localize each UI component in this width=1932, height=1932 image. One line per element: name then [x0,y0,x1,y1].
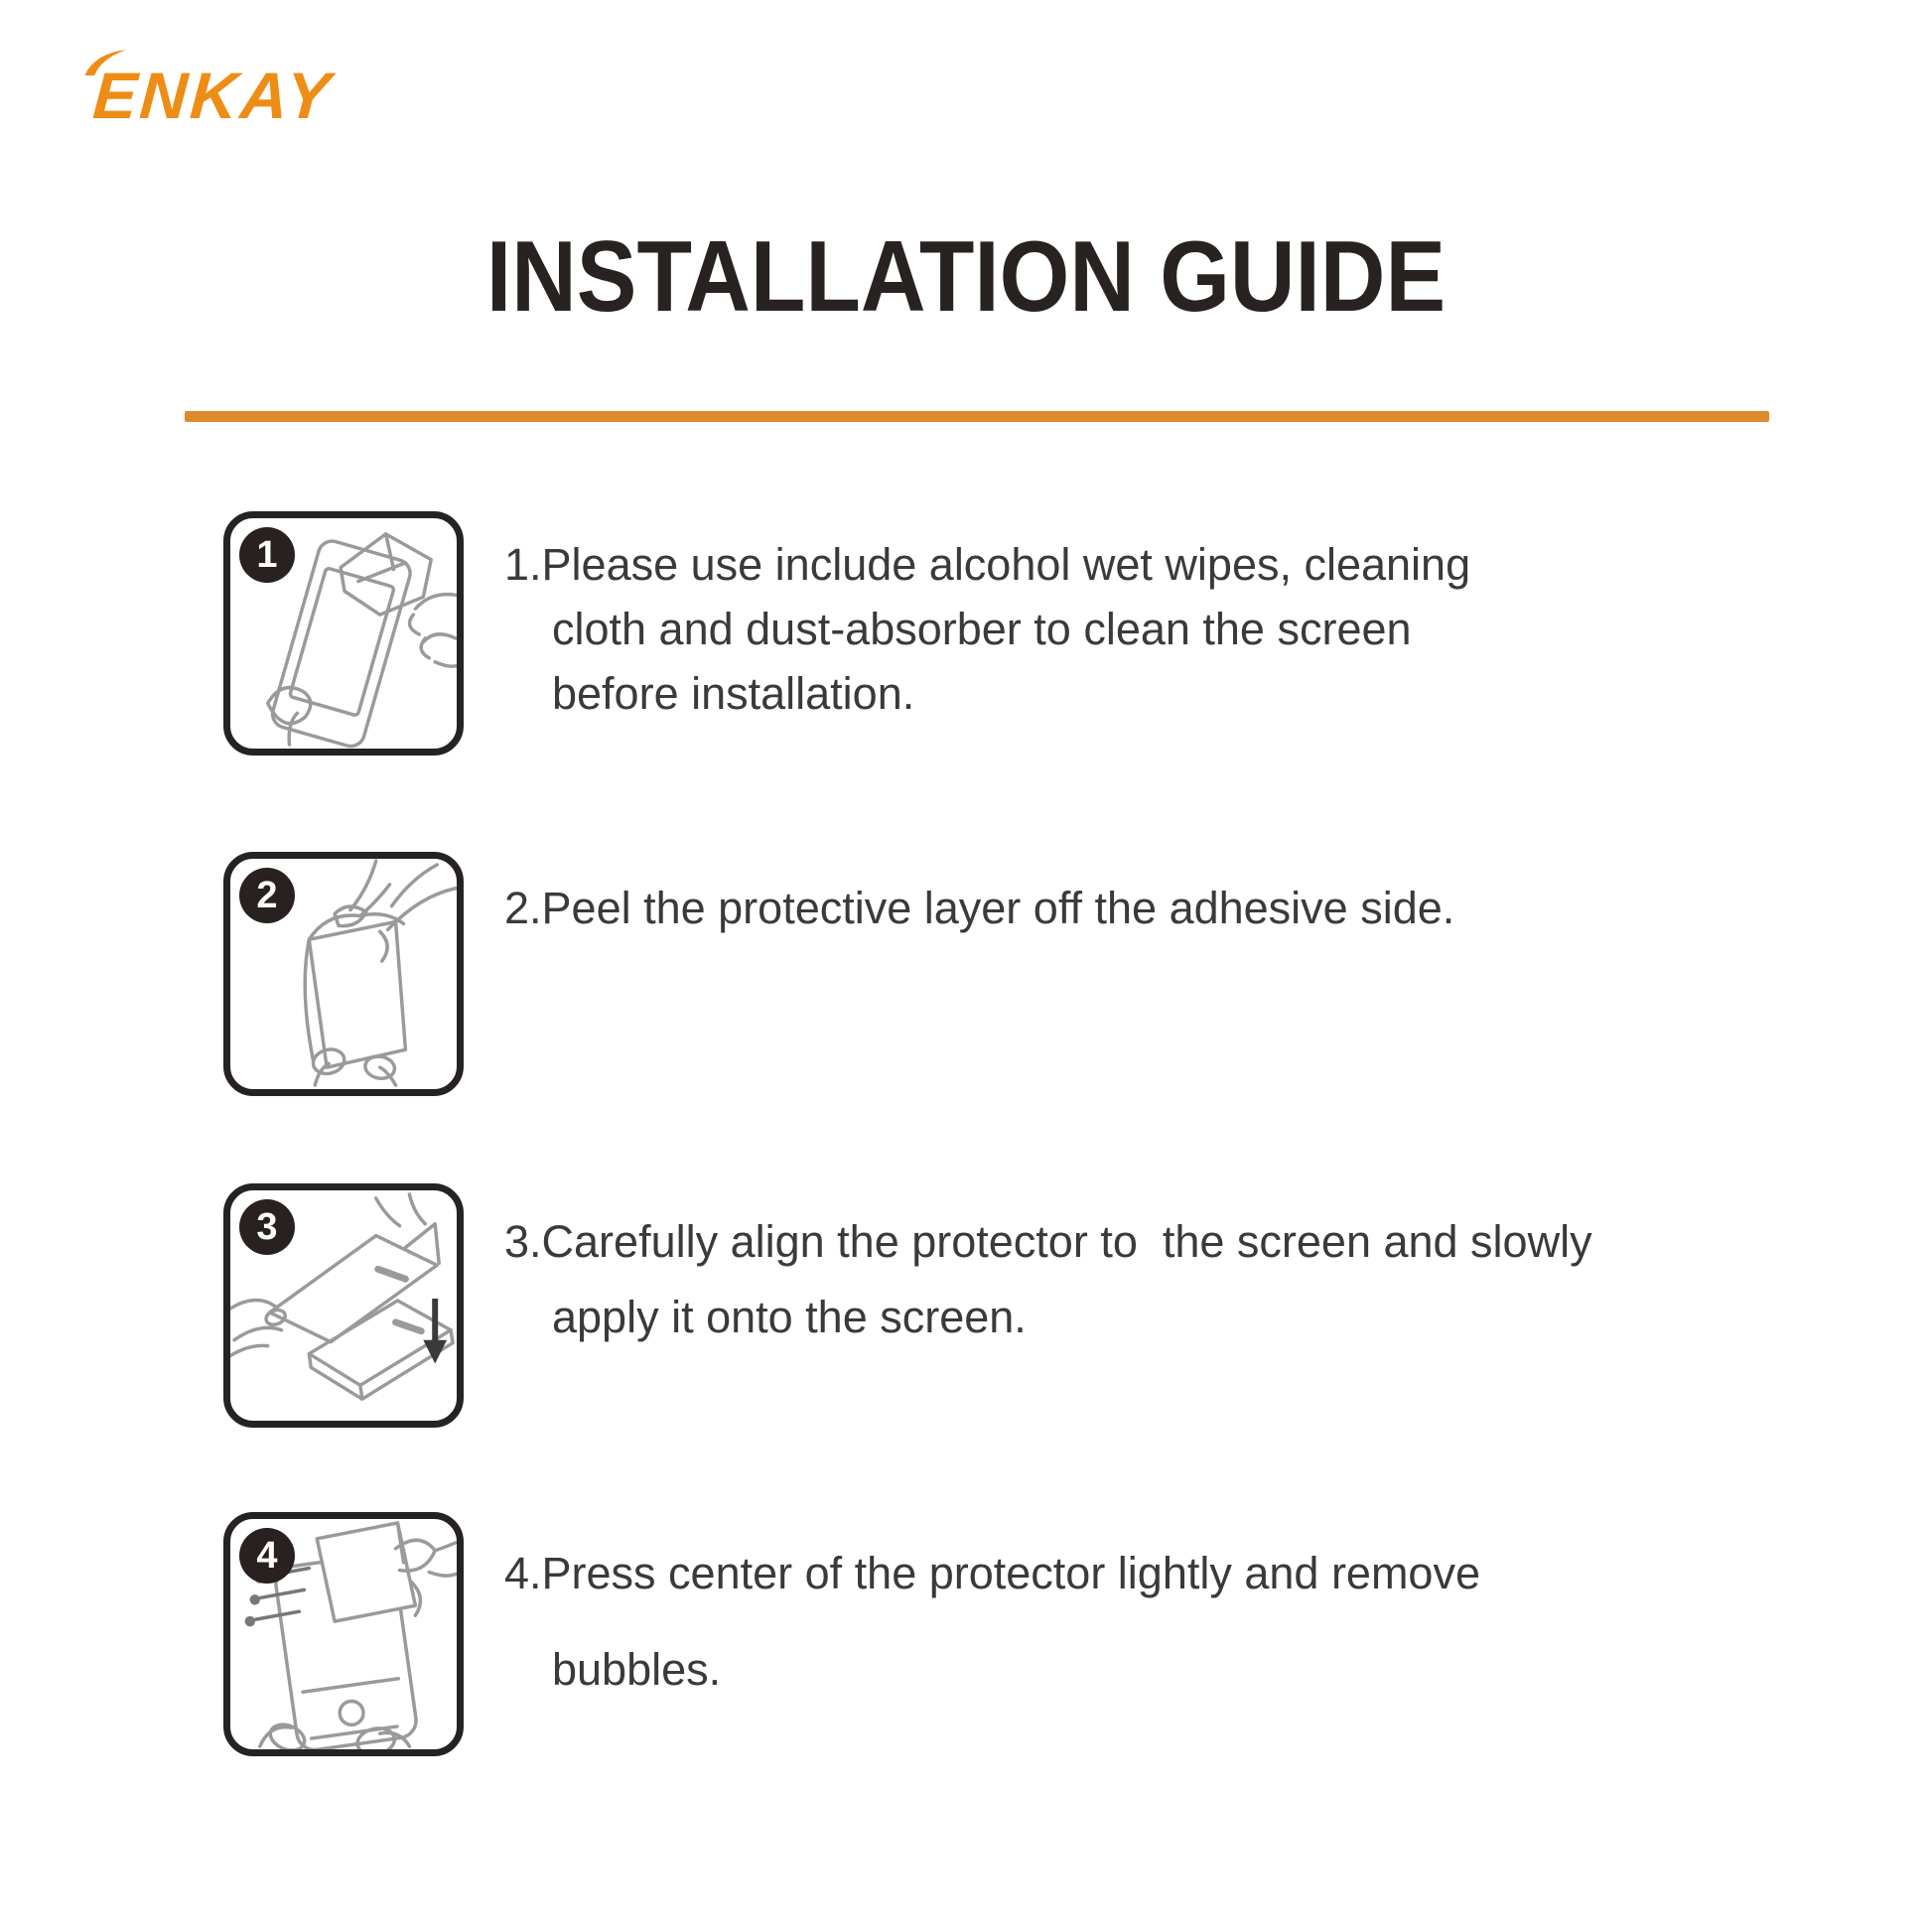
step-3-line-2: apply it onto the screen. [552,1292,1027,1342]
step-4-illustration-box [223,1512,464,1756]
title-divider [185,411,1769,422]
step-1-line-2: cloth and dust-absorber to clean the screen [552,604,1412,654]
step-3-line-1: 3.Carefully align the protector to the screen and slowly [504,1216,1592,1267]
step-4-line-1: 4.Press center of the protector lightly and remove [504,1548,1480,1598]
step-4-text [504,1541,1825,1702]
step-4-line-2: bubbles. [552,1644,722,1695]
down-arrow-icon [423,1299,447,1363]
step-1-illustration-box [223,511,464,756]
step-1-line-3: before installation. [552,668,915,719]
step-3-text [504,1209,1825,1349]
logo-swoosh-icon [82,48,128,77]
step-3-number-badge: 3 [239,1199,295,1255]
step-1-line-1: 1.Please use include alcohol wet wipes, cleaning [504,539,1471,590]
step-2-number-badge: 2 [239,868,295,923]
step-2-text [504,876,1825,940]
step-3-illustration-box [223,1183,464,1428]
logo-text: ENKAY [90,59,336,132]
enkay-logo [90,58,335,133]
step-2-illustration-box [223,852,464,1096]
step-1-text [504,532,1825,726]
step-4-number-badge: 4 [239,1528,295,1584]
step-2-line-1: 2.Peel the protective layer off the adhesive side. [504,883,1455,933]
step-1-number-badge: 1 [239,527,295,583]
page-title: INSTALLATION GUIDE [485,221,1447,333]
